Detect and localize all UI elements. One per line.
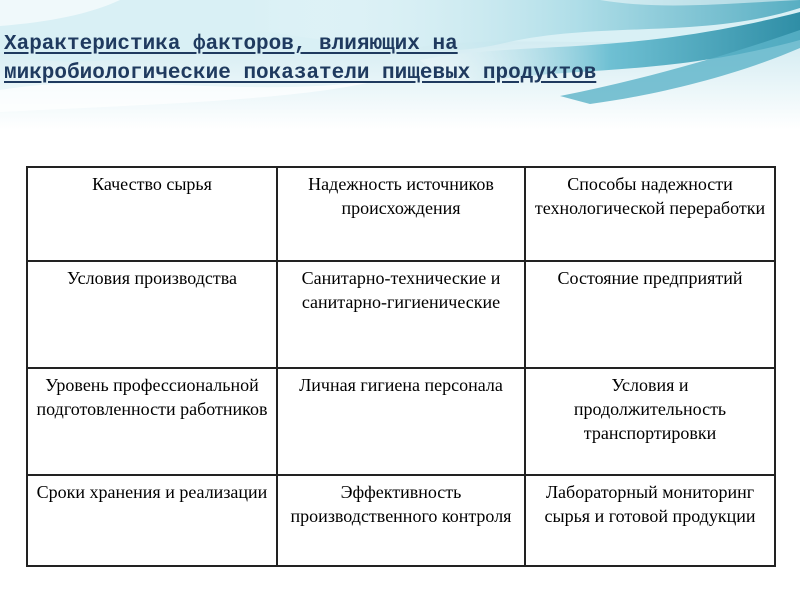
table-cell xyxy=(277,167,525,261)
cell-text: Эффективность производственного контроля xyxy=(290,482,512,526)
cell-text: Санитарно-технические и санитарно-гигиенические xyxy=(301,268,501,312)
table-cell xyxy=(27,261,277,368)
cell-text: Условия и продолжительность транспортировки xyxy=(573,375,727,443)
table-row xyxy=(27,261,775,368)
table-row xyxy=(27,475,775,566)
cell-text: Личная гигиена персонала xyxy=(299,375,503,395)
table-cell xyxy=(277,475,525,566)
cell-text: Лабораторный мониторинг сырья и готовой продукции xyxy=(544,482,756,526)
table-cell xyxy=(27,167,277,261)
table-cell xyxy=(525,475,775,566)
cell-text: Надежность источников происхождения xyxy=(308,174,494,218)
table-cell xyxy=(27,368,277,475)
cell-text: Условия производства xyxy=(67,268,237,288)
table-row xyxy=(27,167,775,261)
table-cell xyxy=(525,261,775,368)
table-cell xyxy=(27,475,277,566)
slide-title: Характеристика факторов, влияющих на микробиологические показатели пищевых продуктов xyxy=(4,33,597,85)
table-cell xyxy=(525,167,775,261)
table-cell xyxy=(277,261,525,368)
cell-text: Состояние предприятий xyxy=(557,268,743,288)
cell-text: Способы надежности технологической переработки xyxy=(534,174,766,218)
table-cell xyxy=(525,368,775,475)
table-cell xyxy=(277,368,525,475)
cell-text: Сроки хранения и реализации xyxy=(36,482,268,502)
cell-text: Уровень профессиональной подготовленности работников xyxy=(36,375,268,419)
table-row xyxy=(27,368,775,475)
cell-text: Качество сырья xyxy=(92,174,212,194)
factors-table xyxy=(26,166,776,567)
